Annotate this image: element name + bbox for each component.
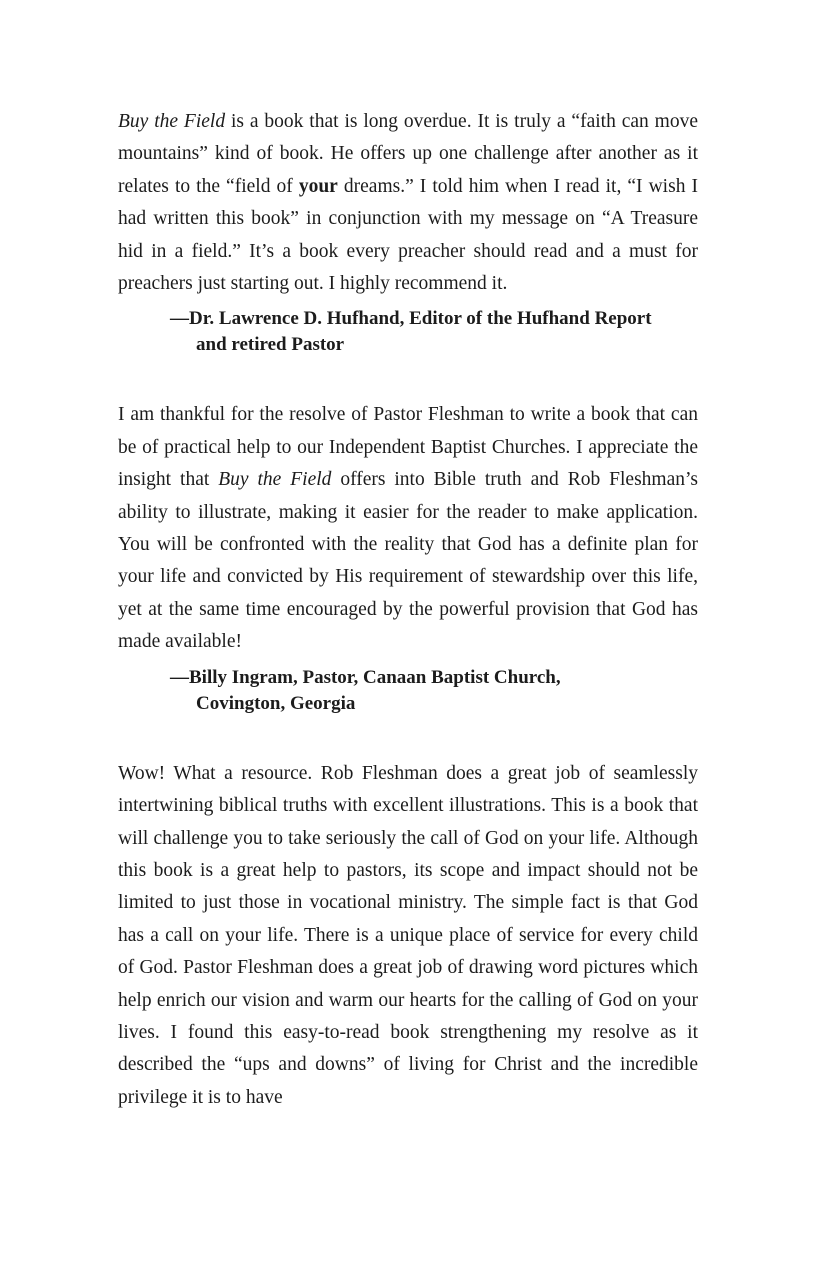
endorsement-third-partial bbox=[118, 758, 698, 1114]
endorsement-paragraph: I am thankful for the resolve of Pastor Fleshman to write a book that can be of practical help to our Independent Baptist Churches. I appreciate the insight that Buy the Field offers into Bible truth and Rob Fleshman’s ability to illustrate, making it easier for the reader to make application. You will be confronted with the reality that God has a definite plan for your life and convicted by His requirement of stewardship over this life, yet at the same time encouraged by the powerful provision that God has made available! bbox=[118, 404, 698, 653]
endorsement-paragraph: Buy the Field is a book that is long overdue. It is truly a “faith can move mountains” kind of book. He offers up one challenge after another as it relates to the “field of your dreams.” I told him when I read it, “I wish I had written this book” in conjunction with my message on “A Treasure hid in a field.” It’s a book every preacher should read and a must for preachers just starting out. I highly recommend it. bbox=[118, 111, 698, 295]
endorsement-ingram bbox=[118, 399, 698, 716]
endorsement-attribution: —Dr. Lawrence D. Hufhand, Editor of the Hufhand Report and retired Pastor bbox=[170, 308, 652, 356]
endorsement-attribution: —Billy Ingram, Pastor, Canaan Baptist Church, Covington, Georgia bbox=[170, 666, 561, 714]
endorsement-paragraph: Wow! What a resource. Rob Fleshman does a great job of seamlessly intertwining biblical truths with excellent illustrations. This is a book that will challenge you to take seriously the call of God on your life. Although this book is a great help to pastors, its scope and impact should not be limited to just those in vocational ministry. The simple fact is that God has a call on your life. There is a unique place of service for every child of God. Pastor Fleshman does a great job of drawing word pictures which help enrich our vision and warm our hearts for the calling of God on your lives. I found this easy-to-read book strengthening my resolve as it described the “ups and downs” of living for Christ and the incredible privilege it is to have bbox=[118, 762, 698, 1108]
endorsement-hufhand bbox=[118, 106, 698, 358]
endorsements-text-block bbox=[118, 106, 698, 1114]
